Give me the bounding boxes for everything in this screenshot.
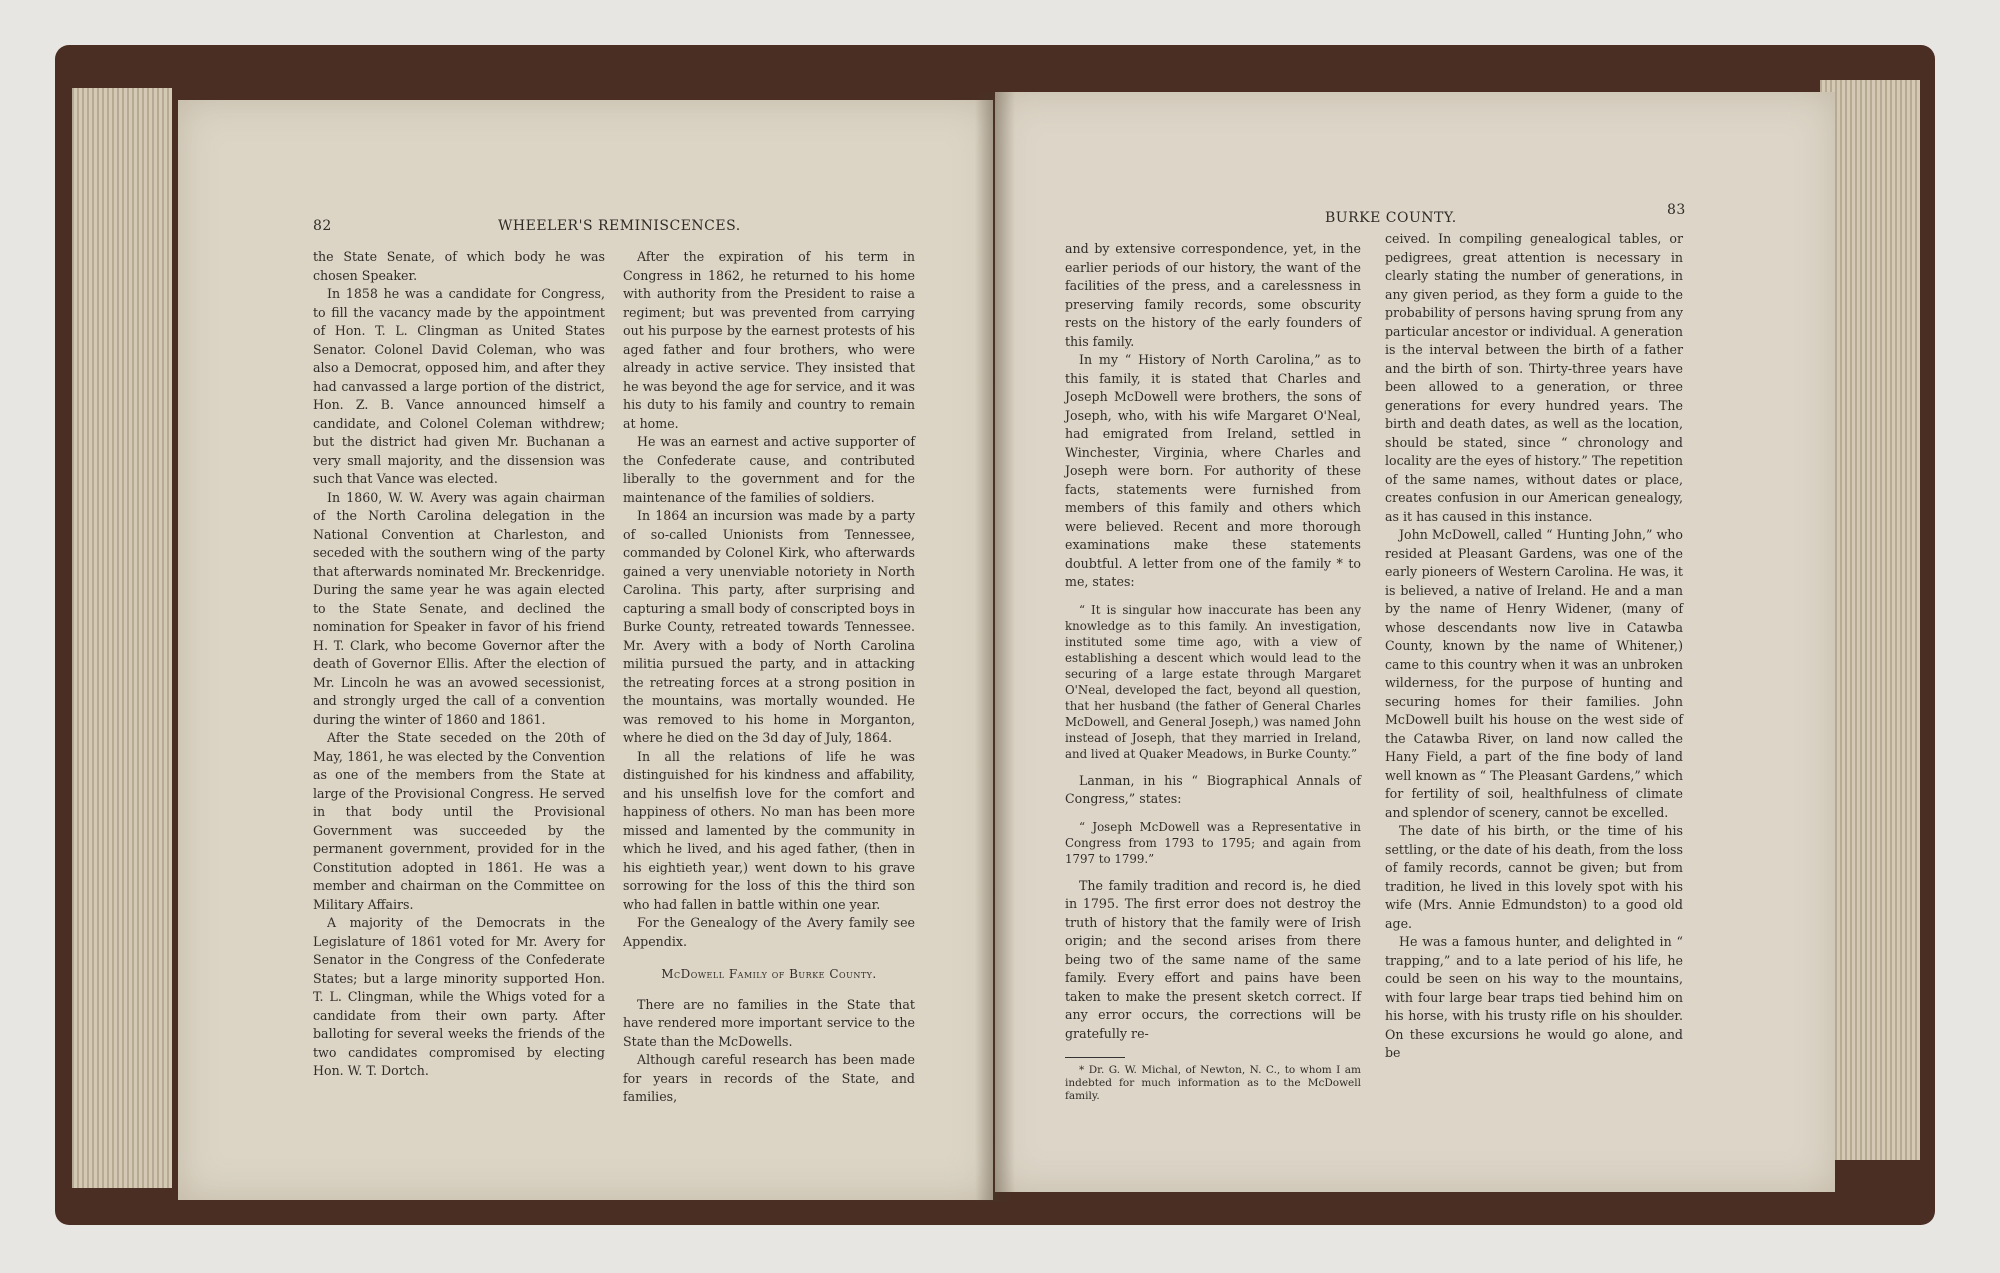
page-edges-left [72, 88, 172, 1188]
paragraph: The family tradition and record is, he died in 1795. The first error does not destroy the truth of history that the family were of Irish origin; and the second arises from there being two of the same name of the same family. Every effort and pains have been taken to make the present sketch correct. If any error occurs, the corrections will be gratefully re- [1065, 877, 1361, 1041]
right-page [995, 92, 1835, 1192]
paragraph: In 1858 he was a candidate for Congress, to fill the vacancy made by the appointment of Hon. T. L. Clingman as United States Senator. Colonel David Coleman, who was also a Democrat, opposed him, and after they had canvassed a large portion of the district, Hon. Z. B. Vance announced himself a candidate, and Colonel Coleman withdrew; but the district had given Mr. Buchanan a very small majority, and the dissension was such that Vance was elected. [313, 286, 605, 486]
page-number-right: 83 [1667, 202, 1686, 218]
paragraph: ceived. In compiling genealogical tables, or pedigrees, great attention is necessary in clearly stating the number of generations, in any given period, as they form a guide to the probability of persons having sprung from any particular ancestor or individual. A generation is the interval between the birth of a father and the birth of son. Thirty-three years have been allowed to a generation, or three generations for every hundred years. The birth and death dates, as well as the location, should be stated, since “ chronology and locality are the eyes of history.” The repetition of the same names, without dates or place, creates confusion in our American genealogy, as it has caused in this instance. [1385, 231, 1683, 524]
left-column-1 [313, 248, 605, 1081]
paragraph: He was a famous hunter, and delighted in “ trapping,” and to a late period of his life, he could be seen on his way to the mountains, with four large bear traps tied behind him on his horse, with his trusty rifle on his shoulder. On these excursions he would go alone, and be [1385, 934, 1683, 1060]
paragraph: He was an earnest and active supporter of the Confederate cause, and contributed liberally to the government and for the maintenance of the families of soldiers. [623, 434, 915, 505]
paragraph: There are no families in the State that have rendered more important service to the State than the McDowells. [623, 996, 915, 1049]
page-number-left: 82 [313, 218, 332, 234]
paragraph: the State Senate, of which body he was chosen Speaker. [313, 249, 605, 283]
running-head-left: WHEELER'S REMINISCENCES. [498, 218, 741, 234]
paragraph: In all the relations of life he was distinguished for his kindness and affability, and his unselfish love for the comfort and happiness of others. No man has been more missed and lamented by the community in which he lived, and his aged father, (then in his eightieth year,) went down to his grave sorrowing for the loss of this the third son who had fallen in battle within one year. [623, 748, 915, 912]
paragraph: Lanman, in his “ Biographical Annals of Congress,” states: [1065, 772, 1361, 806]
page-edges-right [1820, 80, 1920, 1160]
section-heading: McDowell Family of Burke County. [661, 967, 877, 981]
right-column-1 [1065, 240, 1361, 1103]
right-column-2 [1385, 230, 1683, 1063]
paragraph: John McDowell, called “ Hunting John,” who resided at Pleasant Gardens, was one of the early pioneers of Western Carolina. He was, it is believed, a native of Ireland. He and a man by the name of Henry Widener, (many of whose descendants now live in Catawba County, known by the name of Whitener,) came to this country when it was an unbroken wilderness, for the purpose of hunting and securing homes for their families. John McDowell built his house on the west side of the Catawba River, on land now called the Hany Field, a part of the fine body of land well known as “ The Pleasant Gardens,” which for fertility of soil, healthfulness of climate and splendor of scenery, cannot be excelled. [1385, 527, 1683, 820]
paragraph: In 1864 an incursion was made by a party of so-called Unionists from Tennessee, commanded by Colonel Kirk, who afterwards gained a very unenviable notoriety in North Carolina. This party, after surprising and capturing a small body of conscripted boys in Burke County, retreated towards Tennessee. Mr. Avery with a body of North Carolina militia pursued the party, and in attacking the retreating forces at a strong position in the mountains, was mortally wounded. He was removed to his home in Morganton, where he died on the 3d day of July, 1864. [623, 508, 915, 745]
left-column-2 [623, 248, 915, 1107]
block-quote: “ It is singular how inaccurate has been any knowledge as to this family. An investigation, instituted some time ago, with a view of establishing a descent which would lead to the securing of a large estate through Margaret O'Neal, developed the fact, beyond all question, that her husband (the father of General Charles McDowell, and General Joseph,) was named John instead of Joseph, that they married in Ireland, and lived at Quaker Meadows, in Burke County.” [1065, 602, 1361, 761]
paragraph: After the State seceded on the 20th of May, 1861, he was elected by the Convention as one of the members from the State at large of the Provisional Congress. He served in that body until the Provisional Government was succeeded by the permanent government, provided for in the Constitution adopted in 1861. He was a member and chairman on the Committee on Military Affairs. [313, 730, 605, 912]
paragraph: In 1860, W. W. Avery was again chairman of the North Carolina delegation in the National Convention at Charleston, and seceded with the southern wing of the party that afterwards nominated Mr. Breckenridge. During the same year he was again elected to the State Senate, and declined the nomination for Speaker in favor of his friend H. T. Clark, who become Governor after the death of Governor Ellis. After the election of Mr. Lincoln he was an avowed secessionist, and strongly urged the call of a convention during the winter of 1860 and 1861. [313, 489, 605, 727]
paragraph: The date of his birth, or the time of his settling, or the date of his death, from the loss of family records, cannot be given; but from tradition, he lived in this lovely spot with his wife (Mrs. Annie Edmundston) to a good old age. [1385, 823, 1683, 931]
paragraph: and by extensive correspondence, yet, in the earlier periods of our history, the want of the facilities of the press, and a carelessness in preserving family records, some obscurity rests on the history of the early founders of this family. [1065, 241, 1361, 349]
left-page [178, 100, 993, 1200]
paragraph: Although careful research has been made for years in records of the State, and families, [623, 1052, 915, 1104]
footnote: * Dr. G. W. Michal, of Newton, N. C., to whom I am indebted for much information as to the McDowell family. [1065, 1064, 1361, 1102]
footnote-rule [1065, 1057, 1125, 1058]
block-quote: “ Joseph McDowell was a Representative in Congress from 1793 to 1795; and again from 1797 to 1799.” [1065, 819, 1361, 866]
paragraph: After the expiration of his term in Congress in 1862, he returned to his home with authority from the President to raise a regiment; but was prevented from carrying out his purpose by the earnest protests of his aged father and four brothers, who were already in active service. They insisted that he was beyond the age for service, and it was his duty to his family and country to remain at home. [623, 249, 915, 431]
paragraph: For the Genealogy of the Avery family see Appendix. [623, 915, 915, 949]
paragraph: A majority of the Democrats in the Legislature of 1861 voted for Mr. Avery for Senator in the Congress of the Confederate States; but a large minority supported Hon. T. L. Clingman, while the Whigs voted for a candidate from their own party. After balloting for several weeks the friends of the two candidates compromised by electing Hon. W. T. Dortch. [313, 915, 605, 1078]
book-gutter [975, 92, 1015, 1202]
running-head-right: BURKE COUNTY. [1325, 210, 1457, 226]
paragraph: In my “ History of North Carolina,” as to this family, it is stated that Charles and Joseph McDowell were brothers, the sons of Joseph, who, with his wife Margaret O'Neal, had emigrated from Ireland, settled in Winchester, Virginia, where Charles and Joseph were born. For authority of these facts, statements were furnished from members of this family and others which were believed. Recent and more thorough examinations make these statements doubtful. A letter from one of the family * to me, states: [1065, 352, 1361, 589]
